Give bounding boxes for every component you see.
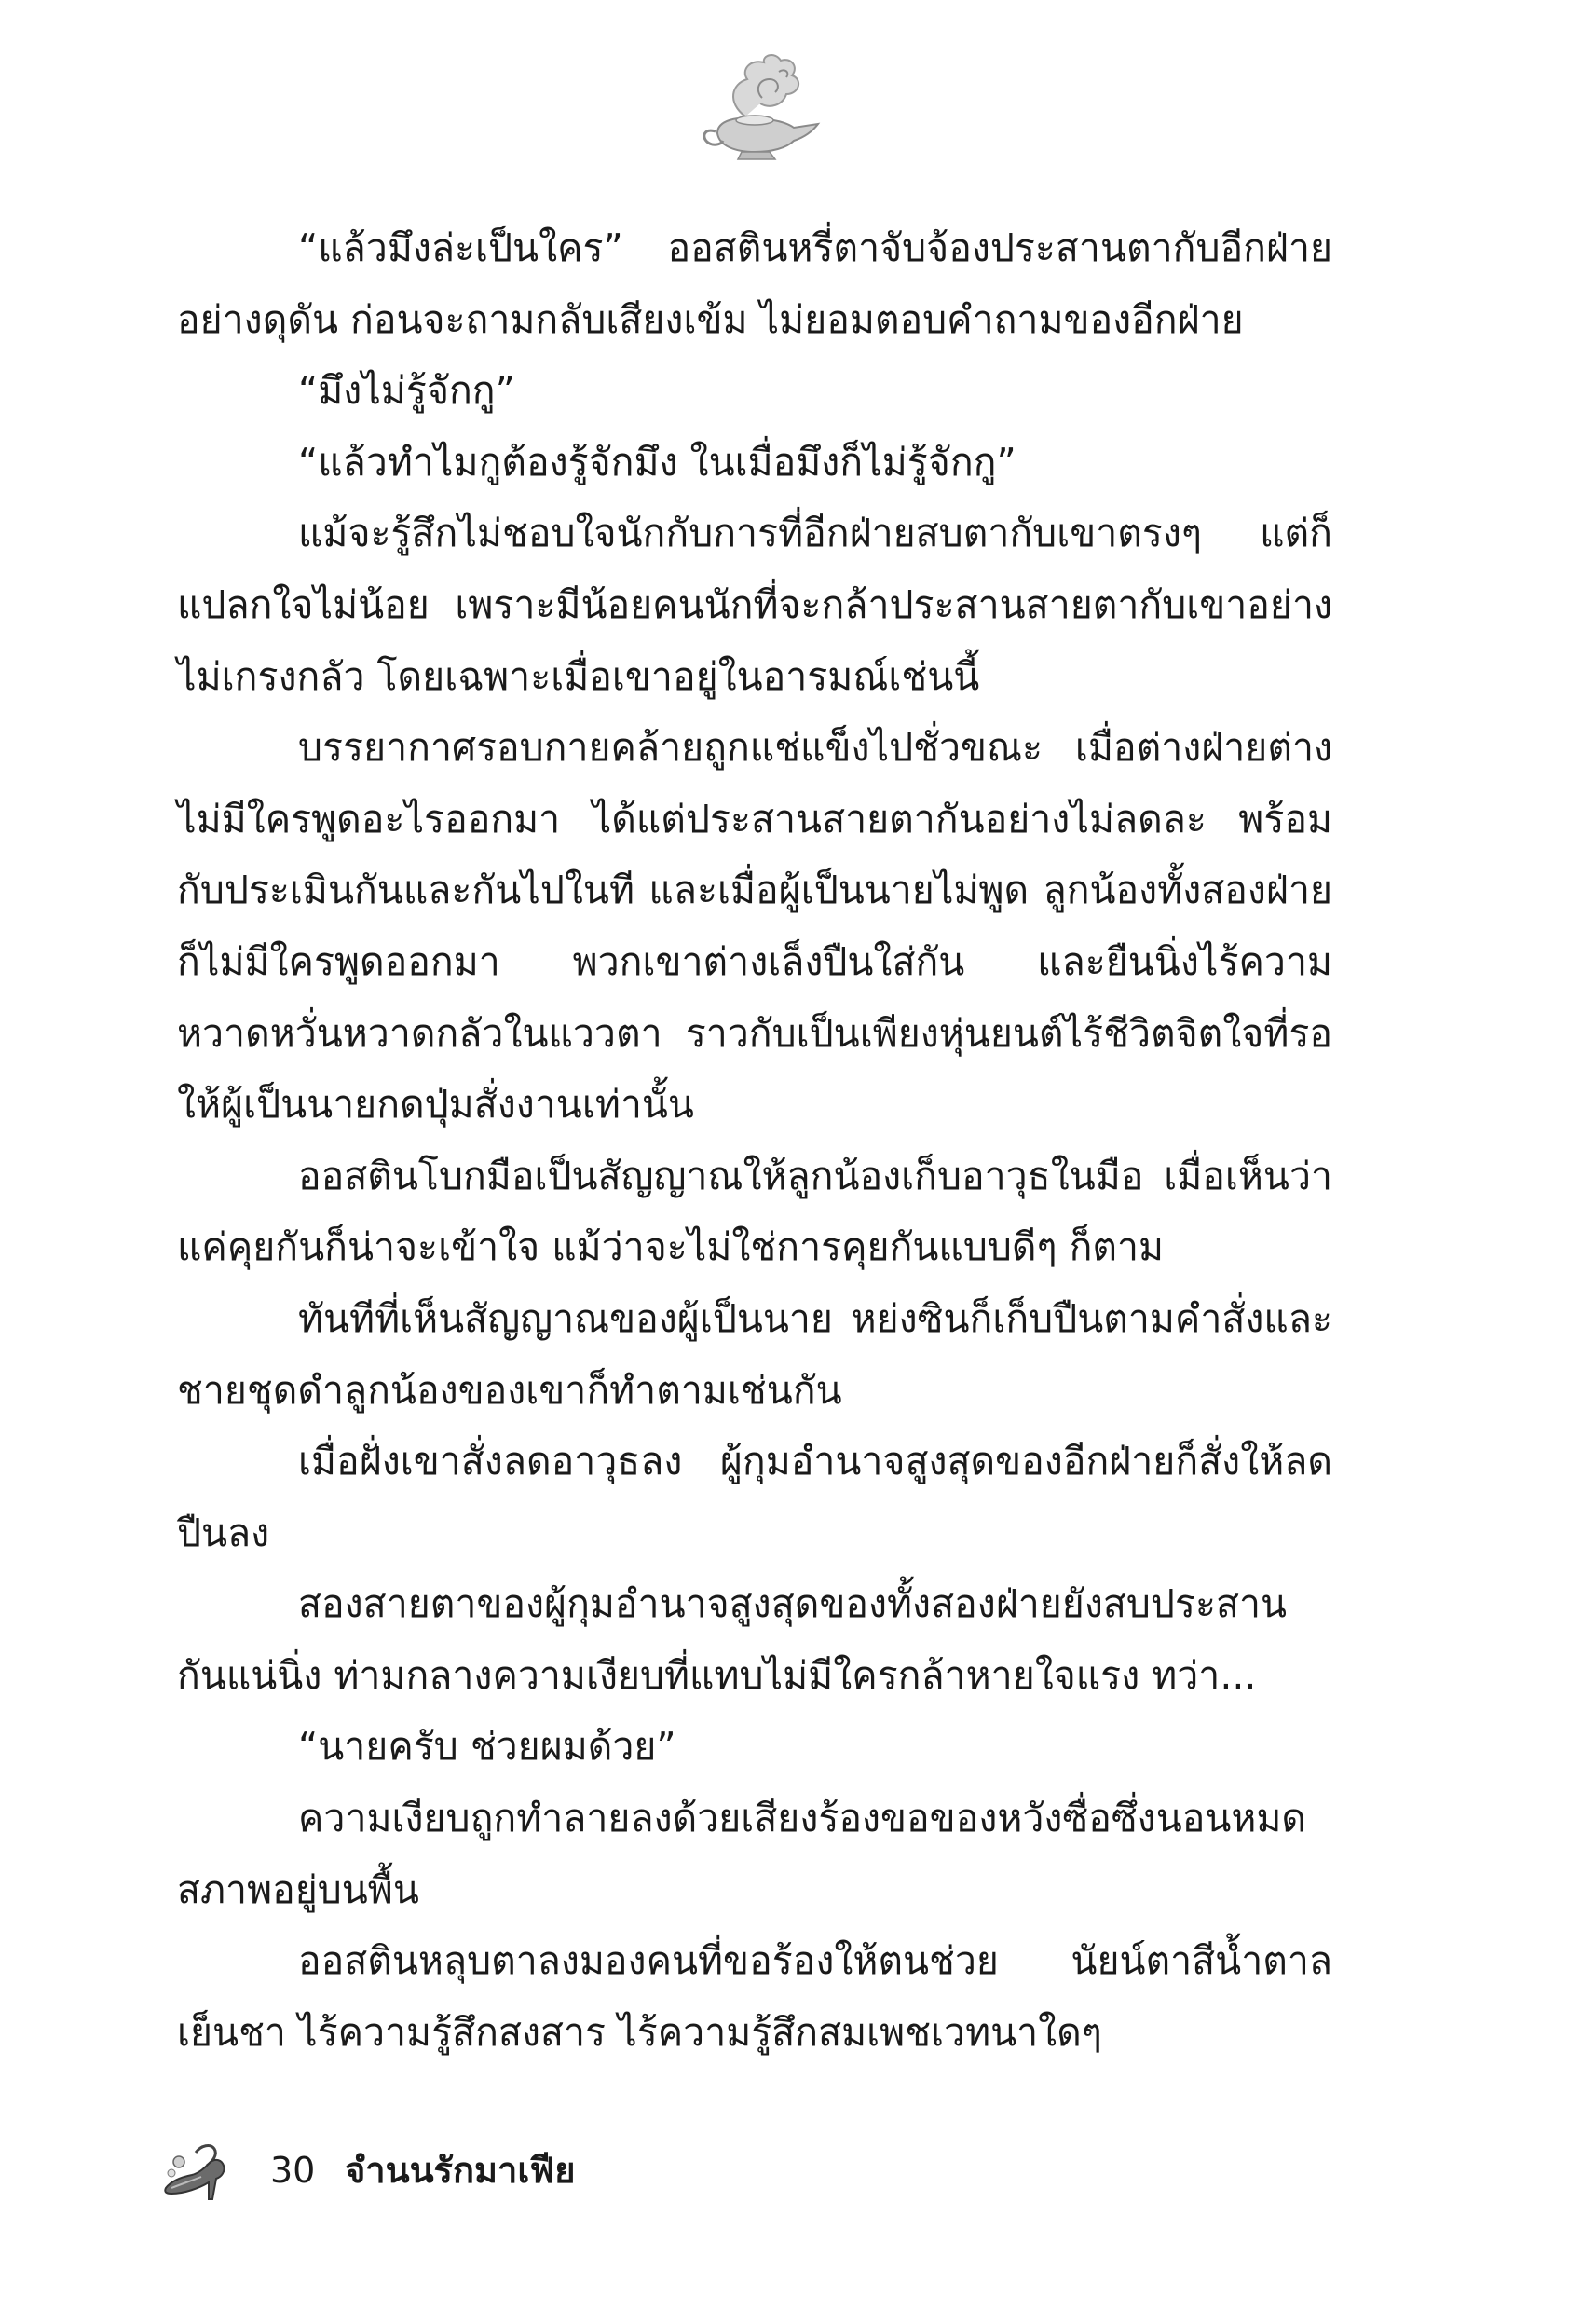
page-footer — [158, 2134, 811, 2208]
paragraph: “แล้วมึงล่ะเป็นใคร” ออสตินหรี่ตาจับจ้องประสานตากับอีกฝ่ายอย่างดุดัน ก่อนจะถามกลับเสียงเข้ม ไม่ยอมตอบคำถามของอีกฝ่าย — [177, 226, 1332, 342]
paragraph: “นายครับ ช่วยผมด้วย” — [298, 1724, 676, 1770]
paragraph: ทันทีที่เห็นสัญญาณของผู้เป็นนาย หย่งซินก็เก็บปืนตามคำสั่งและชายชุดดำลูกน้องของเขาก็ทำตามเช่นกัน — [177, 1295, 1332, 1413]
story-text — [177, 212, 1332, 2068]
paragraph: เมื่อฝั่งเขาสั่งลดอาวุธลง ผู้กุมอำนาจสูงสุดของอีกฝ่ายก็สั่งให้ลดปืนลง — [177, 1439, 1332, 1555]
paragraph: ออสตินหลุบตาลงมองคนที่ขอร้องให้ตนช่วย นัยน์ตาสีน้ำตาลเย็นชา ไร้ความรู้สึกสงสาร ไร้ความรู้สึกสมเพชเวทนาใดๆ — [177, 1938, 1332, 2055]
high-heel-shoe-icon — [158, 2134, 238, 2208]
paragraph: บรรยากาศรอบกายคล้ายถูกแช่แข็งไปชั่วขณะ เมื่อต่างฝ่ายต่างไม่มีใครพูดอะไรออกมา ได้แต่ประสานสายตากันอย่างไม่ลดละ พร้อมกับประเมินกันและกันไปในที และเมื่อผู้เป็นนายไม่พูด ลูกน้องทั้งสองฝ่ายก็ไม่มีใครพูดออกมา พวกเขาต่างเล็งปืนใส่กัน และยืนนิ่งไร้ความหวาดหวั่นหวาดกลัวในแววตา ราวกับเป็นเพียงหุ่นยนต์ไร้ชีวิตจิตใจที่รอให้ผู้เป็นนายกดปุ่มสั่งงานเท่านั้น — [177, 725, 1332, 1128]
book-title: จำนนรักมาเฟีย — [345, 2150, 576, 2191]
paragraph: แม้จะรู้สึกไม่ชอบใจนักกับการที่อีกฝ่ายสบตากับเขาตรงๆ แต่ก็แปลกใจไม่น้อย เพราะมีน้อยคนนักที่จะกล้าประสานสายตากับเขาอย่างไม่เกรงกลัว โดยเฉพาะเมื่อเขาอยู่ในอารมณ์เช่นนี้ — [177, 511, 1332, 699]
paragraph: “มึงไม่รู้จักกู” — [298, 368, 515, 414]
paragraph: ความเงียบถูกทำลายลงด้วยเสียงร้องขอของหวังซื่อซึ่งนอนหมดสภาพอยู่บนพื้น — [177, 1796, 1307, 1912]
paragraph: ออสตินโบกมือเป็นสัญญาณให้ลูกน้องเก็บอาวุธในมือ เมื่อเห็นว่าแค่คุยกันก็น่าจะเข้าใจ แม้ว่าจะไม่ใช่การคุยกันแบบดีๆ ก็ตาม — [177, 1153, 1332, 1270]
page-number: 30 — [270, 2150, 316, 2191]
paragraph: “แล้วทำไมกูต้องรู้จักมึง ในเมื่อมึงก็ไม่รู้จักกู” — [298, 439, 1016, 485]
paragraph: สองสายตาของผู้กุมอำนาจสูงสุดของทั้งสองฝ่ายยังสบประสานกันแน่นิ่ง ท่ามกลางความเงียบที่แทบไม่มีใครกล้าหายใจแรง ทว่า... — [177, 1581, 1288, 1698]
genie-lamp-icon — [689, 51, 829, 163]
